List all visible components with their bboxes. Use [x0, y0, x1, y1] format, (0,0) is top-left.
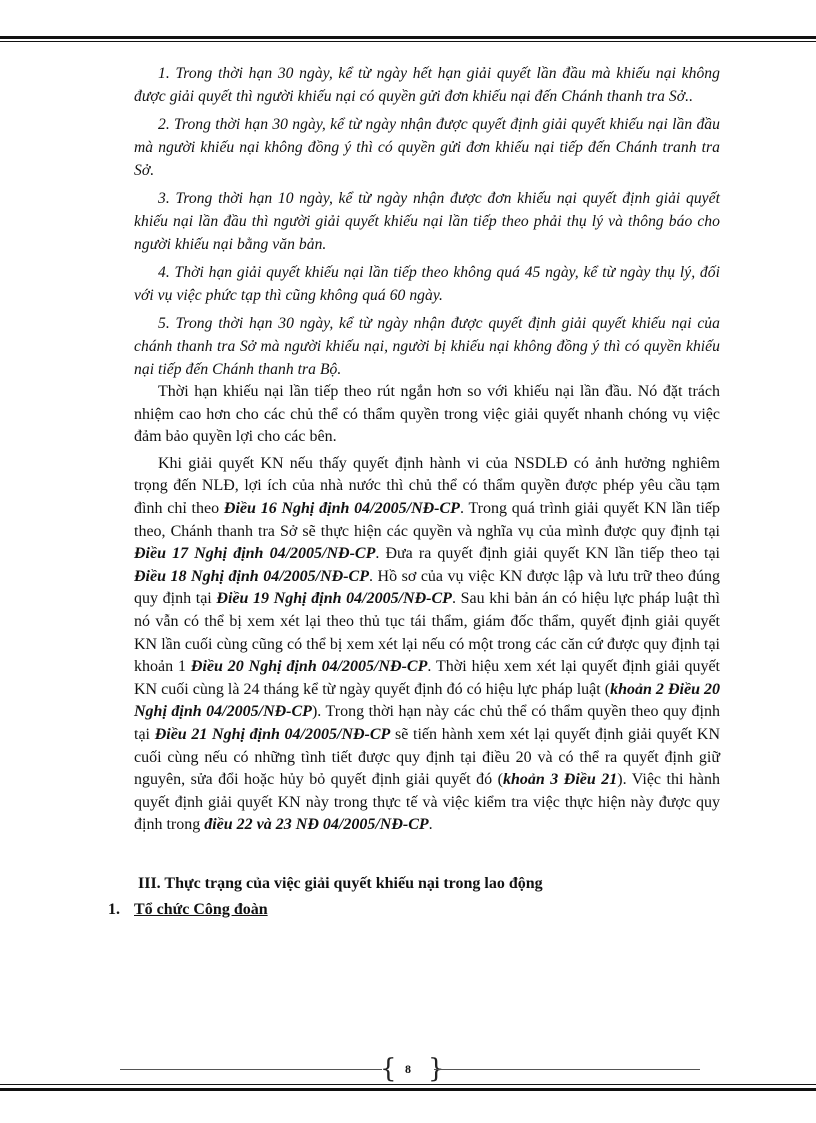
header-rule-thick [0, 36, 816, 39]
text-run: . Trong quá trình giải quyết KN lần tiếp theo, Chánh thanh tra Sở sẽ thực hiện các quyền và nghĩa vụ của mình được quy định tại [134, 499, 721, 540]
legal-reference: khoản 2 Điều 20 Nghị định 04/2005/NĐ-CP [134, 680, 721, 721]
list-item-4: 4. Thời hạn giải quyết khiếu nại lần tiếp theo không quá 45 ngày, kể từ ngày thụ lý, đối với vụ việc phức tạp thì cũng không quá 60 ngày. [134, 264, 720, 304]
footer-line-left [120, 1069, 382, 1070]
legal-reference: điều 22 và 23 NĐ 04/2005/NĐ-CP [204, 816, 429, 834]
text-run: ). Việc thi hành quyết định giải quyết KN này trong thực tế và việc kiểm tra việc thực hiện này được quy định trong [134, 771, 721, 834]
legal-reference: khoản 3 Điều 21 [503, 771, 618, 789]
legal-reference: Điều 17 Nghị định 04/2005/NĐ-CP [134, 545, 376, 563]
text-run: ). Trong thời hạn này các chủ thể có thẩm quyền theo quy định tại [134, 703, 720, 743]
legal-reference: Điều 20 Nghị định 04/2005/NĐ-CP [190, 658, 428, 676]
subsection-heading [108, 899, 720, 921]
text-run: . Hồ sơ của vụ việc KN được lập và lưu trữ theo đúng quy định tại [134, 567, 720, 608]
footer-rule-thick [0, 1088, 816, 1091]
list-item-3: 3. Trong thời hạn 10 ngày, kể từ ngày nhận được đơn khiếu nại quyết định giải quyết khiếu nại lần đầu thì người giải quyết khiếu nại lần tiếp theo phải thụ lý và thông báo cho người khiếu nại bằng văn bản. [134, 190, 720, 253]
text-run: . [428, 816, 433, 834]
section-heading: III. Thực trạng của việc giải quyết khiếu nại trong lao động [138, 874, 543, 892]
paragraph-time-limit: Thời hạn khiếu nại lần tiếp theo rút ngắn hơn so với khiếu nại lần đầu. Nó đặt trách nhiệm cao hơn cho các chủ thể có thẩm quyền trong việc giải quyết nhanh chóng vụ việc đảm bảo quyền lợi cho các bên. [134, 383, 720, 446]
header-rule-thin [0, 41, 816, 42]
subsection-number: 1. [108, 900, 120, 918]
text-run: . Sau khi bản án có hiệu lực pháp luật thì nó vẫn có thể bị xem xét lại theo thủ tục tái thẩm, giám đốc thẩm, quyết định giải quyết KN lần cuối cùng cũng có thể bị xem xét lại nếu có một trong các căn cứ được quy định tại khoản 1 [134, 590, 721, 676]
text-run: . Đưa ra quyết định giải quyết KN lần tiếp theo tại [375, 545, 720, 563]
paragraph-procedure [134, 453, 720, 837]
text-run: . Thời hiệu xem xét lại quyết định giải quyết KN cuối cùng là 24 tháng kể từ ngày quyết định đó có hiệu lực pháp luật ( [134, 658, 720, 698]
text-run: Khi giải quyết KN nếu thấy quyết định hành vi của NSDLĐ có ảnh hưởng nghiêm trọng đến NLĐ, lợi ích của nhà nước thì chủ thể có thẩm quyền được phép yêu cầu tạm đình chỉ theo [134, 454, 720, 517]
list-item-2: 2. Trong thời hạn 30 ngày, kể từ ngày nhận được quyết định giải quyết khiếu nại lần đầu mà người khiếu nại không đồng ý thì có quyền gửi đơn khiếu nại tiếp đến Chánh tranh tra Sở. [134, 116, 720, 179]
right-bracket-icon: } [428, 1054, 445, 1084]
footer-line-right [434, 1069, 700, 1070]
legal-reference: Điều 18 Nghị định 04/2005/NĐ-CP [134, 567, 370, 585]
subsection-title: Tổ chức Công đoàn [134, 900, 268, 918]
legal-reference: Điều 19 Nghị định 04/2005/NĐ-CP [216, 590, 452, 608]
legal-reference: Điều 21 Nghị định 04/2005/NĐ-CP [154, 725, 391, 743]
list-item-1: 1. Trong thời hạn 30 ngày, kể từ ngày hết hạn giải quyết lần đầu mà khiếu nại không được giải quyết thì người khiếu nại có quyền gửi đơn khiếu nại đến Chánh thanh tra Sở.. [134, 65, 720, 105]
page-footer [0, 1052, 816, 1086]
text-run: sẽ tiến hành xem xét lại quyết định giải quyết KN cuối cùng nếu có những tình tiết được quy định tại điều 20 và có thể ra quyết định giữ nguyên, sửa đổi hoặc hủy bỏ quyết định giải quyết đó ( [134, 725, 721, 789]
legal-reference: Điều 16 Nghị định 04/2005/NĐ-CP [223, 499, 460, 517]
page-number: 8 [405, 1062, 411, 1076]
left-bracket-icon: { [380, 1054, 397, 1084]
page-body [108, 62, 721, 921]
list-item-5: 5. Trong thời hạn 30 ngày, kể từ ngày nhận được quyết định giải quyết khiếu nại của chánh thanh tra Sở mà người khiếu nại, người bị khiếu nại không đồng ý thì có quyền khiếu nại tiếp đến Chánh thanh tra Bộ. [134, 315, 720, 378]
footer-rule-thin [0, 1084, 816, 1085]
